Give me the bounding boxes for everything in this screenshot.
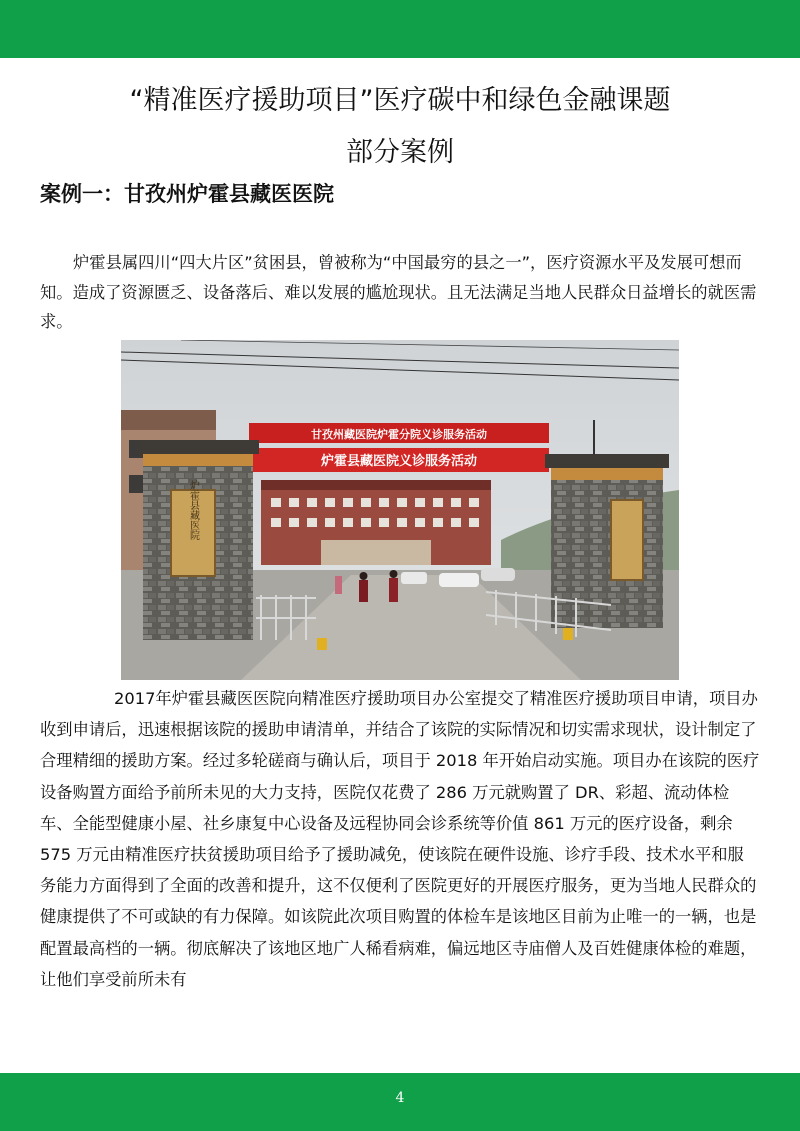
page-number: 4 xyxy=(395,1090,405,1106)
banner-bottom-text: 炉霍县藏医院义诊服务活动 xyxy=(320,454,478,469)
banner-top-text: 甘孜州藏医院炉霍分院义诊服务活动 xyxy=(311,428,487,441)
body-paragraph: 2017年炉霍县藏医医院向精准医疗援助项目办公室提交了精准医疗援助项目申请，项目办收到申请后，迅速根据该院的援助申请清单，并结合了该院的实际情况和切实需求现状，设计制定了合理精细的援助方案。经过多轮磋商与确认后，项目于 2018 年开始启动实施。项目办在该院的医疗设备购置方面给予前所未见的大力支持，医院仅花费了 286 万元就购置了 DR、彩超、流动体检车、全能型健康小屋、社乡康复中心设备及远程协同会诊系统等价值 861 万元的医疗设备，剩余 575 万元由精准医疗扶贫援助项目给予了援助减免，使该院在硬件设施、诊疗手段、技术水平和服务能力方面得到了全面的改善和提升，这不仅便利了医院更好的开展医疗服务，更为当地人民群众的健康提供了不可或缺的有力保障。如该院此次项目购置的体检车是该地区目前为止唯一的一辆，也是配置最高档的一辆。彻底解决了该地区地广人稀看病难，偏远地区寺庙僧人及百姓健康体检的难题，让他们享受前所未有 xyxy=(40,689,760,989)
hospital-gate-photo xyxy=(121,340,679,680)
header-green-bar xyxy=(0,0,800,58)
case-heading: 案例一：甘孜州炉霍县藏医医院 xyxy=(40,182,334,206)
gate-plaque-text: 炉霍县藏医院 xyxy=(187,480,199,540)
intro-paragraph: 炉霍县属四川“四大片区”贫困县，曾被称为“中国最穷的县之一”，医疗资源水平及发展可想而知。造成了资源匮乏、设备落后、难以发展的尴尬现状。且无法满足当地人民群众日益增长的就医需求。 xyxy=(40,253,757,331)
document-subtitle: 部分案例 xyxy=(346,137,454,168)
document-title: “精准医疗援助项目”医疗碳中和绿色金融课题 xyxy=(129,85,671,116)
